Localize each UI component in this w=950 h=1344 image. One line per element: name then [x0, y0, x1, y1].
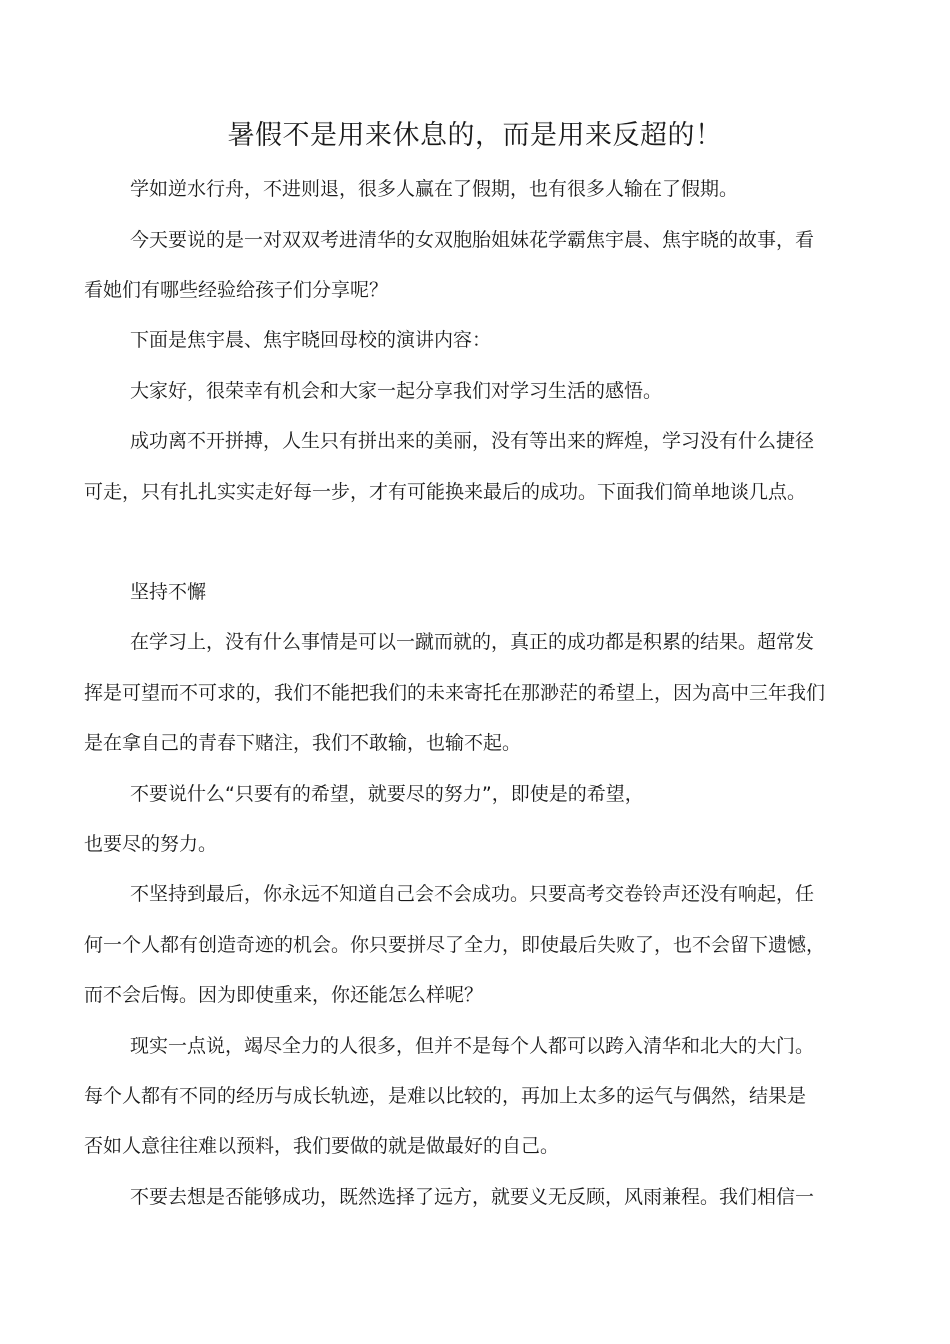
paragraph-line: 现实一点说，竭尽全力的人很多，但并不是每个人都可以跨入清华和北大的大门。 — [130, 1035, 815, 1057]
section-heading: 坚持不懈 — [130, 581, 207, 603]
paragraph-line: 而不会后悔。因为即使重来，你还能怎么样呢？ — [84, 984, 484, 1006]
paragraph-line: 下面是焦宇晨、焦宇晓回母校的演讲内容： — [130, 329, 492, 351]
paragraph-line: 学如逆水行舟，不进则退，很多人赢在了假期，也有很多人输在了假期。 — [130, 178, 739, 200]
paragraph-line: 今天要说的是一对双双考进清华的女双胞胎姐妹花学霸焦宇晨、焦宇晓的故事，看 — [130, 229, 815, 251]
paragraph-line: 否如人意往往难以预料，我们要做的就是做最好的自己。 — [84, 1135, 560, 1157]
paragraph-line: 挥是可望而不可求的，我们不能把我们的未来寄托在那渺茫的希望上，因为高中三年我们 — [84, 682, 826, 704]
paragraph-line: 是在拿自己的青春下赌注，我们不敢输，也输不起。 — [84, 732, 522, 754]
paragraph-line: 可走，只有扎扎实实走好每一步，才有可能换来最后的成功。下面我们简单地谈几点。 — [84, 481, 807, 503]
document-title: 暑假不是用来休息的，而是用来反超的！ — [227, 120, 723, 151]
paragraph-line: 每个人都有不同的经历与成长轨迹，是难以比较的，再加上太多的运气与偶然，结果是 — [84, 1085, 807, 1107]
paragraph-line: 看她们有哪些经验给孩子们分享呢？ — [84, 279, 389, 301]
paragraph-line: 不坚持到最后，你永远不知道自己会不会成功。只要高考交卷铃声还没有响起，任 — [130, 883, 815, 905]
paragraph-line: 不要去想是否能够成功，既然选择了远方，就要义无反顾，风雨兼程。我们相信一 — [130, 1186, 815, 1208]
paragraph-line: 在学习上，没有什么事情是可以一蹴而就的，真正的成功都是积累的结果。超常发 — [130, 631, 815, 653]
paragraph-line: 也要尽的努力。 — [84, 833, 218, 855]
paragraph-line: 大家好，很荣幸有机会和大家一起分享我们对学习生活的感悟。 — [130, 380, 663, 402]
paragraph-line: 成功离不开拼搏，人生只有拼出来的美丽，没有等出来的辉煌，学习没有什么捷径 — [130, 430, 815, 452]
paragraph-line: 何一个人都有创造奇迹的机会。你只要拼尽了全力，即使最后失败了，也不会留下遗憾， — [84, 934, 826, 956]
paragraph-line: 不要说什么“只要有的希望，就要尽的努力”，即使是的希望， — [130, 783, 644, 805]
